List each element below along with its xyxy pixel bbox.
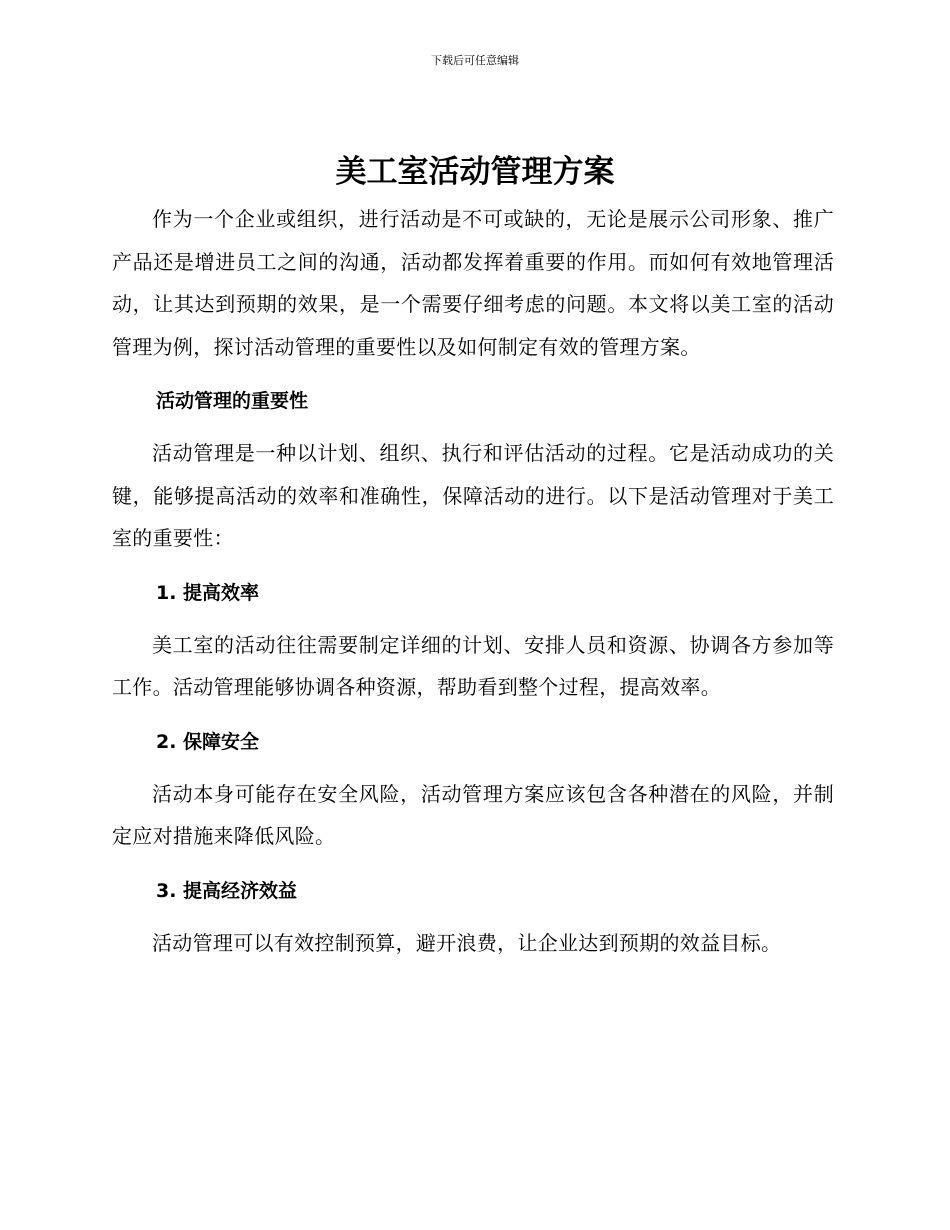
point-heading-safety: 2. 保障安全 [156, 730, 260, 753]
spacer [112, 709, 834, 721]
point-paragraph-efficiency: 美工室的活动往往需要制定详细的计划、安排人员和资源、协调各方参加等工作。活动管理能够协调各种资源，帮助看到整个过程，提高效率。 [112, 632, 834, 699]
point-heading-economic-benefit: 3. 提高经济效益 [156, 879, 298, 902]
spacer [112, 422, 834, 432]
point-paragraph-economic-benefit: 活动管理可以有效控制预算，避开浪费，让企业达到预期的效益目标。 [152, 930, 782, 955]
spacer [112, 763, 834, 773]
section-heading-importance: 活动管理的重要性 [156, 390, 309, 412]
document-title: 美工室活动管理方案 [335, 154, 615, 190]
spacer [112, 858, 834, 870]
page-header-note: 下载后可任意编辑 [431, 54, 519, 67]
spacer [112, 368, 834, 380]
spacer [112, 912, 834, 922]
document-body [112, 198, 834, 964]
point-paragraph-safety: 活动本身可能存在安全风险，活动管理方案应该包含各种潜在的风险，并制定应对措施来降低风险。 [112, 781, 834, 848]
spacer [112, 560, 834, 572]
section-paragraph-importance: 活动管理是一种以计划、组织、执行和评估活动的过程。它是活动成功的关键，能够提高活动的效率和准确性，保障活动的进行。以下是活动管理对于美工室的重要性： [112, 441, 834, 550]
intro-paragraph: 作为一个企业或组织，进行活动是不可或缺的，无论是展示公司形象、推广产品还是增进员工之间的沟通，活动都发挥着重要的作用。而如何有效地管理活动，让其达到预期的效果，是一个需要仔细考虑的问题。本文将以美工室的活动管理为例，探讨活动管理的重要性以及如何制定有效的管理方案。 [112, 207, 834, 359]
spacer [112, 614, 834, 624]
point-heading-efficiency: 1. 提高效率 [156, 581, 260, 604]
